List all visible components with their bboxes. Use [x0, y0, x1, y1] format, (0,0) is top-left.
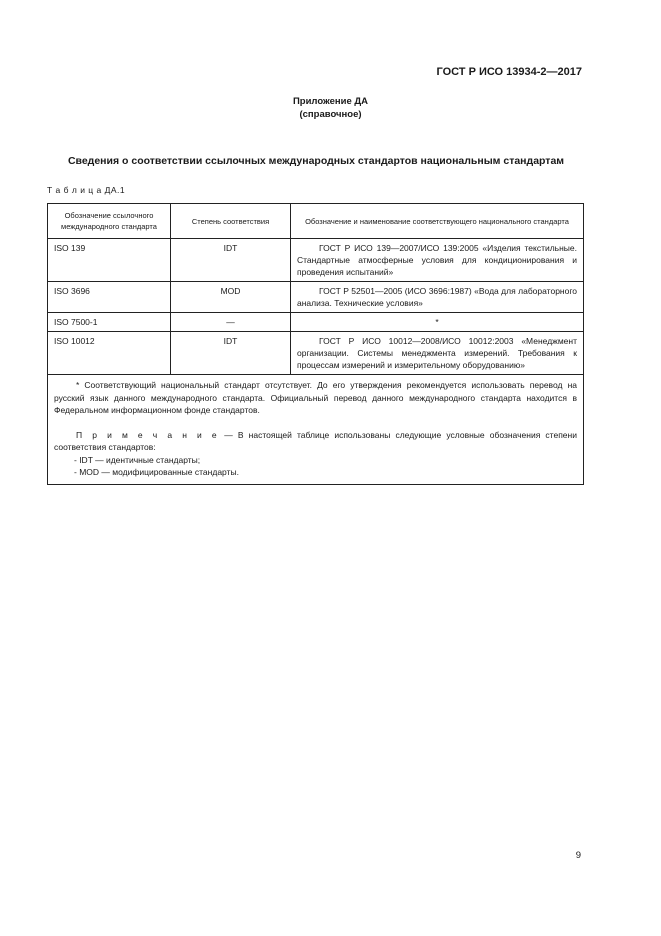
cell-standard: ISO 10012 [48, 332, 171, 375]
cell-degree: MOD [171, 282, 291, 313]
note-item: - IDT — идентичные стандарты; [74, 454, 201, 465]
note-label: П р и м е ч а н и е [76, 429, 220, 440]
cell-standard: ISO 139 [48, 239, 171, 282]
annex-title: Приложение ДА [292, 96, 369, 107]
footnote: * Соответствующий национальный стандарт отсутствует. До его утверждения рекомендуется использовать перевод на русский язык данного международного стандарта. Официальный перевод данного международного стандарта находится в Федеральном информационном фонде стандартов. [54, 380, 577, 415]
cell-national-text: ГОСТ Р ИСО 139—2007/ИСО 139:2005 «Изделия текстильные. Стандартные атмосферные условия для кондиционирования и проведения испытаний» [297, 243, 577, 277]
cell-degree: — [171, 313, 291, 332]
cell-national [291, 239, 584, 282]
cell-degree: IDT [171, 332, 291, 375]
note-item: - MOD — модифицированные стандарты. [74, 467, 239, 477]
table-footer [48, 375, 584, 485]
cell-national [291, 282, 584, 313]
cell-national-text: ГОСТ Р ИСО 10012—2008/ИСО 10012:2003 «Менеджмент организации. Системы менеджмента измерений. Требования к процессам измерений и измерительному оборудованию» [297, 336, 577, 370]
note-text: — В настоящей таблице использованы следующие условные обозначения степени соответствия стандартов: [54, 429, 577, 452]
table-footer-row [48, 375, 584, 485]
header-international-standard: Обозначение ссылочного международного стандарта [48, 204, 171, 239]
note [54, 429, 577, 454]
cell-standard: ISO 7500-1 [48, 313, 171, 332]
correspondence-table [47, 203, 584, 485]
table-header-row [48, 204, 584, 239]
cell-national [291, 332, 584, 375]
cell-degree: IDT [171, 239, 291, 282]
page-number: 9 [575, 850, 581, 861]
table-row [48, 332, 584, 375]
cell-national-text: ГОСТ Р 52501—2005 (ИСО 3696:1987) «Вода для лабораторного анализа. Технические условия» [297, 286, 577, 308]
annex-type: (справочное) [299, 109, 362, 120]
cell-national: * [291, 313, 584, 332]
table-row [48, 282, 584, 313]
annex-heading [0, 95, 661, 121]
header-national-standard: Обозначение и наименование соответствующего национального стандарта [291, 204, 584, 239]
table-caption: Т а б л и ц а ДА.1 [47, 185, 126, 195]
document-code: ГОСТ Р ИСО 13934-2—2017 [436, 66, 582, 78]
cell-standard: ISO 3696 [48, 282, 171, 313]
header-degree: Степень соответствия [171, 204, 291, 239]
page-title: Сведения о соответствии ссылочных международных стандартов национальным стандартам [67, 155, 565, 167]
table-row [48, 239, 584, 282]
table-row [48, 313, 584, 332]
